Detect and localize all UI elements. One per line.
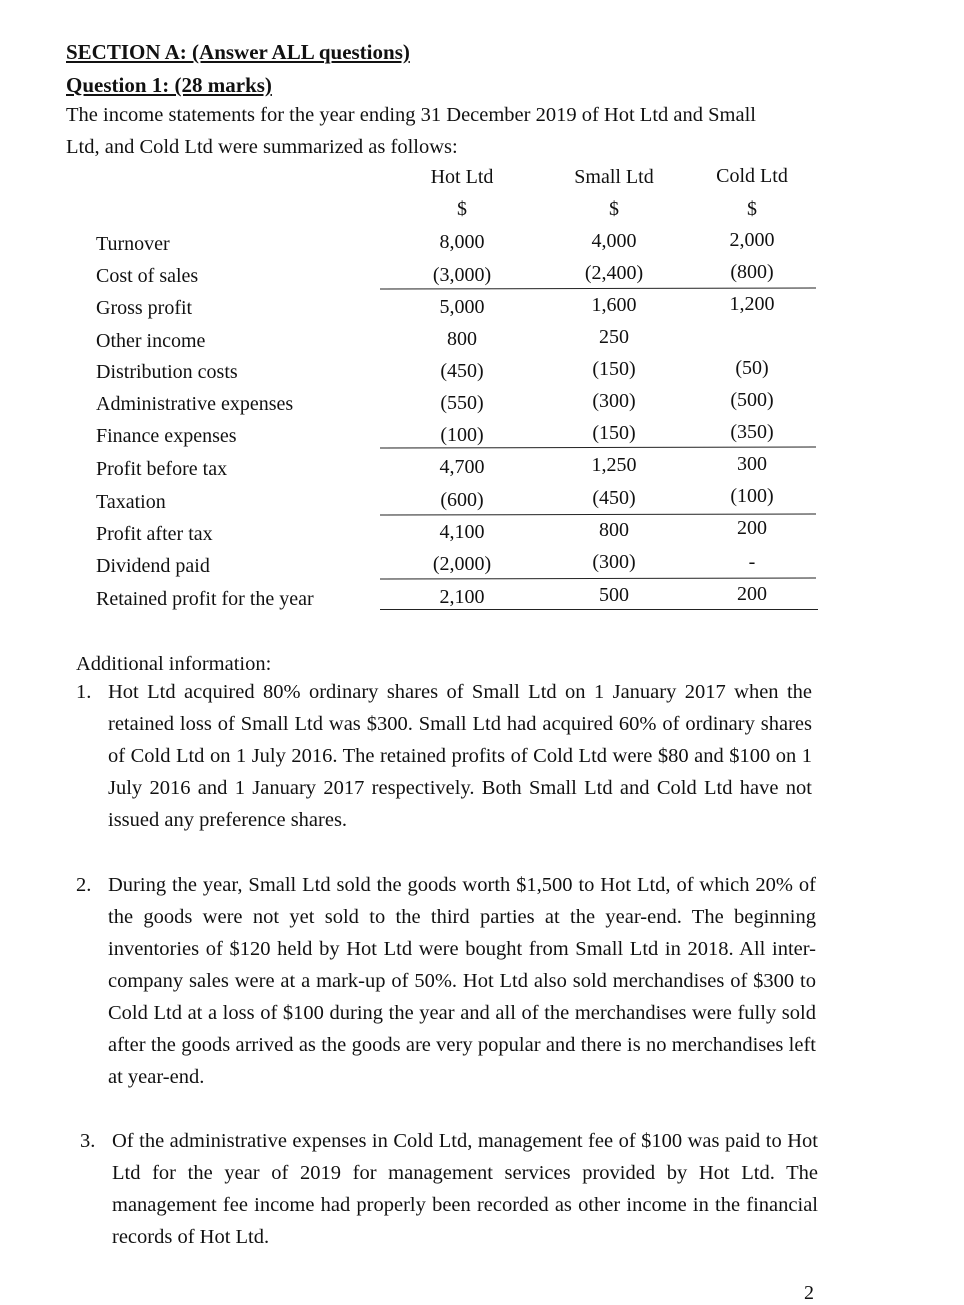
row-label-finance-expenses: Finance expenses	[96, 425, 237, 447]
cell-small-gross-profit: 1,600	[591, 294, 637, 316]
cell-small-other-income: 250	[599, 326, 629, 348]
cell-hot-profit-before-tax: 4,700	[439, 456, 485, 478]
cell-cold-turnover: 2,000	[729, 229, 775, 251]
list-item	[80, 1125, 818, 1261]
cell-cold-distribution-costs: (50)	[735, 357, 769, 379]
cell-hot-finance-expenses: (100)	[440, 424, 484, 446]
cell-small-dividend-paid: (300)	[592, 551, 636, 573]
cell-small-distribution-costs: (150)	[592, 358, 636, 380]
cell-small-finance-expenses: (150)	[592, 422, 636, 444]
list-item-number: 2.	[76, 874, 92, 896]
intro-line-1: The income statements for the year ending 31 December 2019 of Hot Ltd and Small	[66, 104, 756, 126]
rule-after-dividend-paid	[380, 578, 816, 580]
rule-after-cost-of-sales	[380, 288, 816, 290]
page-number: 2	[804, 1282, 814, 1304]
rule-bottom	[380, 609, 818, 610]
question-heading: Question 1: (28 marks)	[66, 73, 272, 97]
row-label-gross-profit: Gross profit	[96, 297, 193, 319]
cell-hot-turnover: 8,000	[439, 231, 485, 253]
additional-info-heading: Additional information:	[76, 653, 272, 675]
cell-cold-cost-of-sales: (800)	[730, 261, 774, 283]
cell-small-cost-of-sales: (2,400)	[584, 262, 644, 284]
cell-hot-dividend-paid: (2,000)	[432, 553, 492, 575]
row-label-distribution-costs: Distribution costs	[96, 361, 238, 383]
cell-hot-retained-profit: 2,100	[439, 586, 485, 608]
cell-small-profit-before-tax: 1,250	[591, 454, 637, 476]
row-label-profit-before-tax: Profit before tax	[96, 458, 228, 480]
cell-small-turnover: 4,000	[591, 230, 637, 252]
rule-after-taxation	[380, 514, 816, 516]
cell-hot-other-income: 800	[447, 328, 477, 350]
list-item-number: 3.	[80, 1130, 96, 1152]
row-label-cost-of-sales: Cost of sales	[96, 265, 199, 287]
cell-hot-administrative-expenses: (550)	[440, 392, 484, 414]
cell-cold-dividend-paid: -	[748, 551, 756, 573]
row-label-turnover: Turnover	[96, 233, 170, 255]
row-label-profit-after-tax: Profit after tax	[96, 523, 213, 545]
cell-cold-retained-profit: 200	[737, 583, 767, 605]
cell-small-administrative-expenses: (300)	[592, 390, 636, 412]
cell-hot-taxation: (600)	[440, 489, 484, 511]
column-header-small: Small Ltd	[574, 166, 654, 188]
column-header-cold: Cold Ltd	[716, 165, 788, 187]
rule-after-finance-expenses	[380, 447, 816, 449]
cell-cold-profit-before-tax: 300	[737, 453, 767, 475]
row-label-other-income: Other income	[96, 330, 206, 352]
list-item	[76, 869, 816, 1099]
cell-hot-distribution-costs: (450)	[440, 360, 484, 382]
currency-small: $	[609, 198, 619, 220]
row-label-administrative-expenses: Administrative expenses	[96, 393, 294, 415]
cell-cold-finance-expenses: (350)	[730, 421, 774, 443]
cell-cold-taxation: (100)	[730, 485, 774, 507]
list-item-number: 1.	[76, 681, 92, 703]
cell-small-retained-profit: 500	[599, 584, 629, 606]
section-heading: SECTION A: (Answer ALL questions)	[66, 40, 410, 64]
cell-cold-profit-after-tax: 200	[737, 517, 767, 539]
list-item-text: During the year, Small Ltd sold the goods worth $1,500 to Hot Ltd, of which 20% of the goods were not yet sold to the third parties at the year-end. The beginning inventories of $120 held by Hot Ltd were bought from Small Ltd in 2018. All inter-company sales were at a mark-up of 50%. Hot Ltd also sold merchandises of $300 to Cold Ltd at a loss of $100 during the year and all of the merchandises were fully sold after the goods arrived as the goods are very popular and there is no merchandises left at year-end.	[108, 874, 816, 1088]
cell-small-profit-after-tax: 800	[599, 519, 629, 541]
cell-hot-profit-after-tax: 4,100	[439, 521, 485, 543]
intro-line-2: Ltd, and Cold Ltd were summarized as follows:	[66, 136, 458, 158]
list-item-text: Hot Ltd acquired 80% ordinary shares of Small Ltd on 1 January 2017 when the retained loss of Small Ltd was $300. Small Ltd had acquired 60% of ordinary shares of Cold Ltd on 1 July 2016. The retained profits of Cold Ltd were $80 and $100 on 1 July 2016 and 1 January 2017 respectively. Both Small Ltd and Cold Ltd have not issued any preference shares.	[108, 681, 812, 831]
row-label-taxation: Taxation	[96, 491, 166, 513]
cell-cold-administrative-expenses: (500)	[730, 389, 774, 411]
cell-small-taxation: (450)	[592, 487, 636, 509]
cell-cold-gross-profit: 1,200	[729, 293, 775, 315]
cell-hot-gross-profit: 5,000	[439, 296, 485, 318]
list-item	[76, 676, 812, 842]
currency-hot: $	[457, 198, 467, 220]
cell-hot-cost-of-sales: (3,000)	[432, 264, 492, 286]
row-label-dividend-paid: Dividend paid	[96, 555, 210, 577]
row-label-retained-profit: Retained profit for the year	[96, 588, 314, 610]
column-header-hot: Hot Ltd	[430, 166, 494, 188]
list-item-text: Of the administrative expenses in Cold Ltd, management fee of $100 was paid to Hot Ltd for the year of 2019 for management services provided by Hot Ltd. The management fee income had properly been recorded as other income in the financial records of Hot Ltd.	[112, 1130, 818, 1248]
currency-cold: $	[747, 198, 757, 220]
